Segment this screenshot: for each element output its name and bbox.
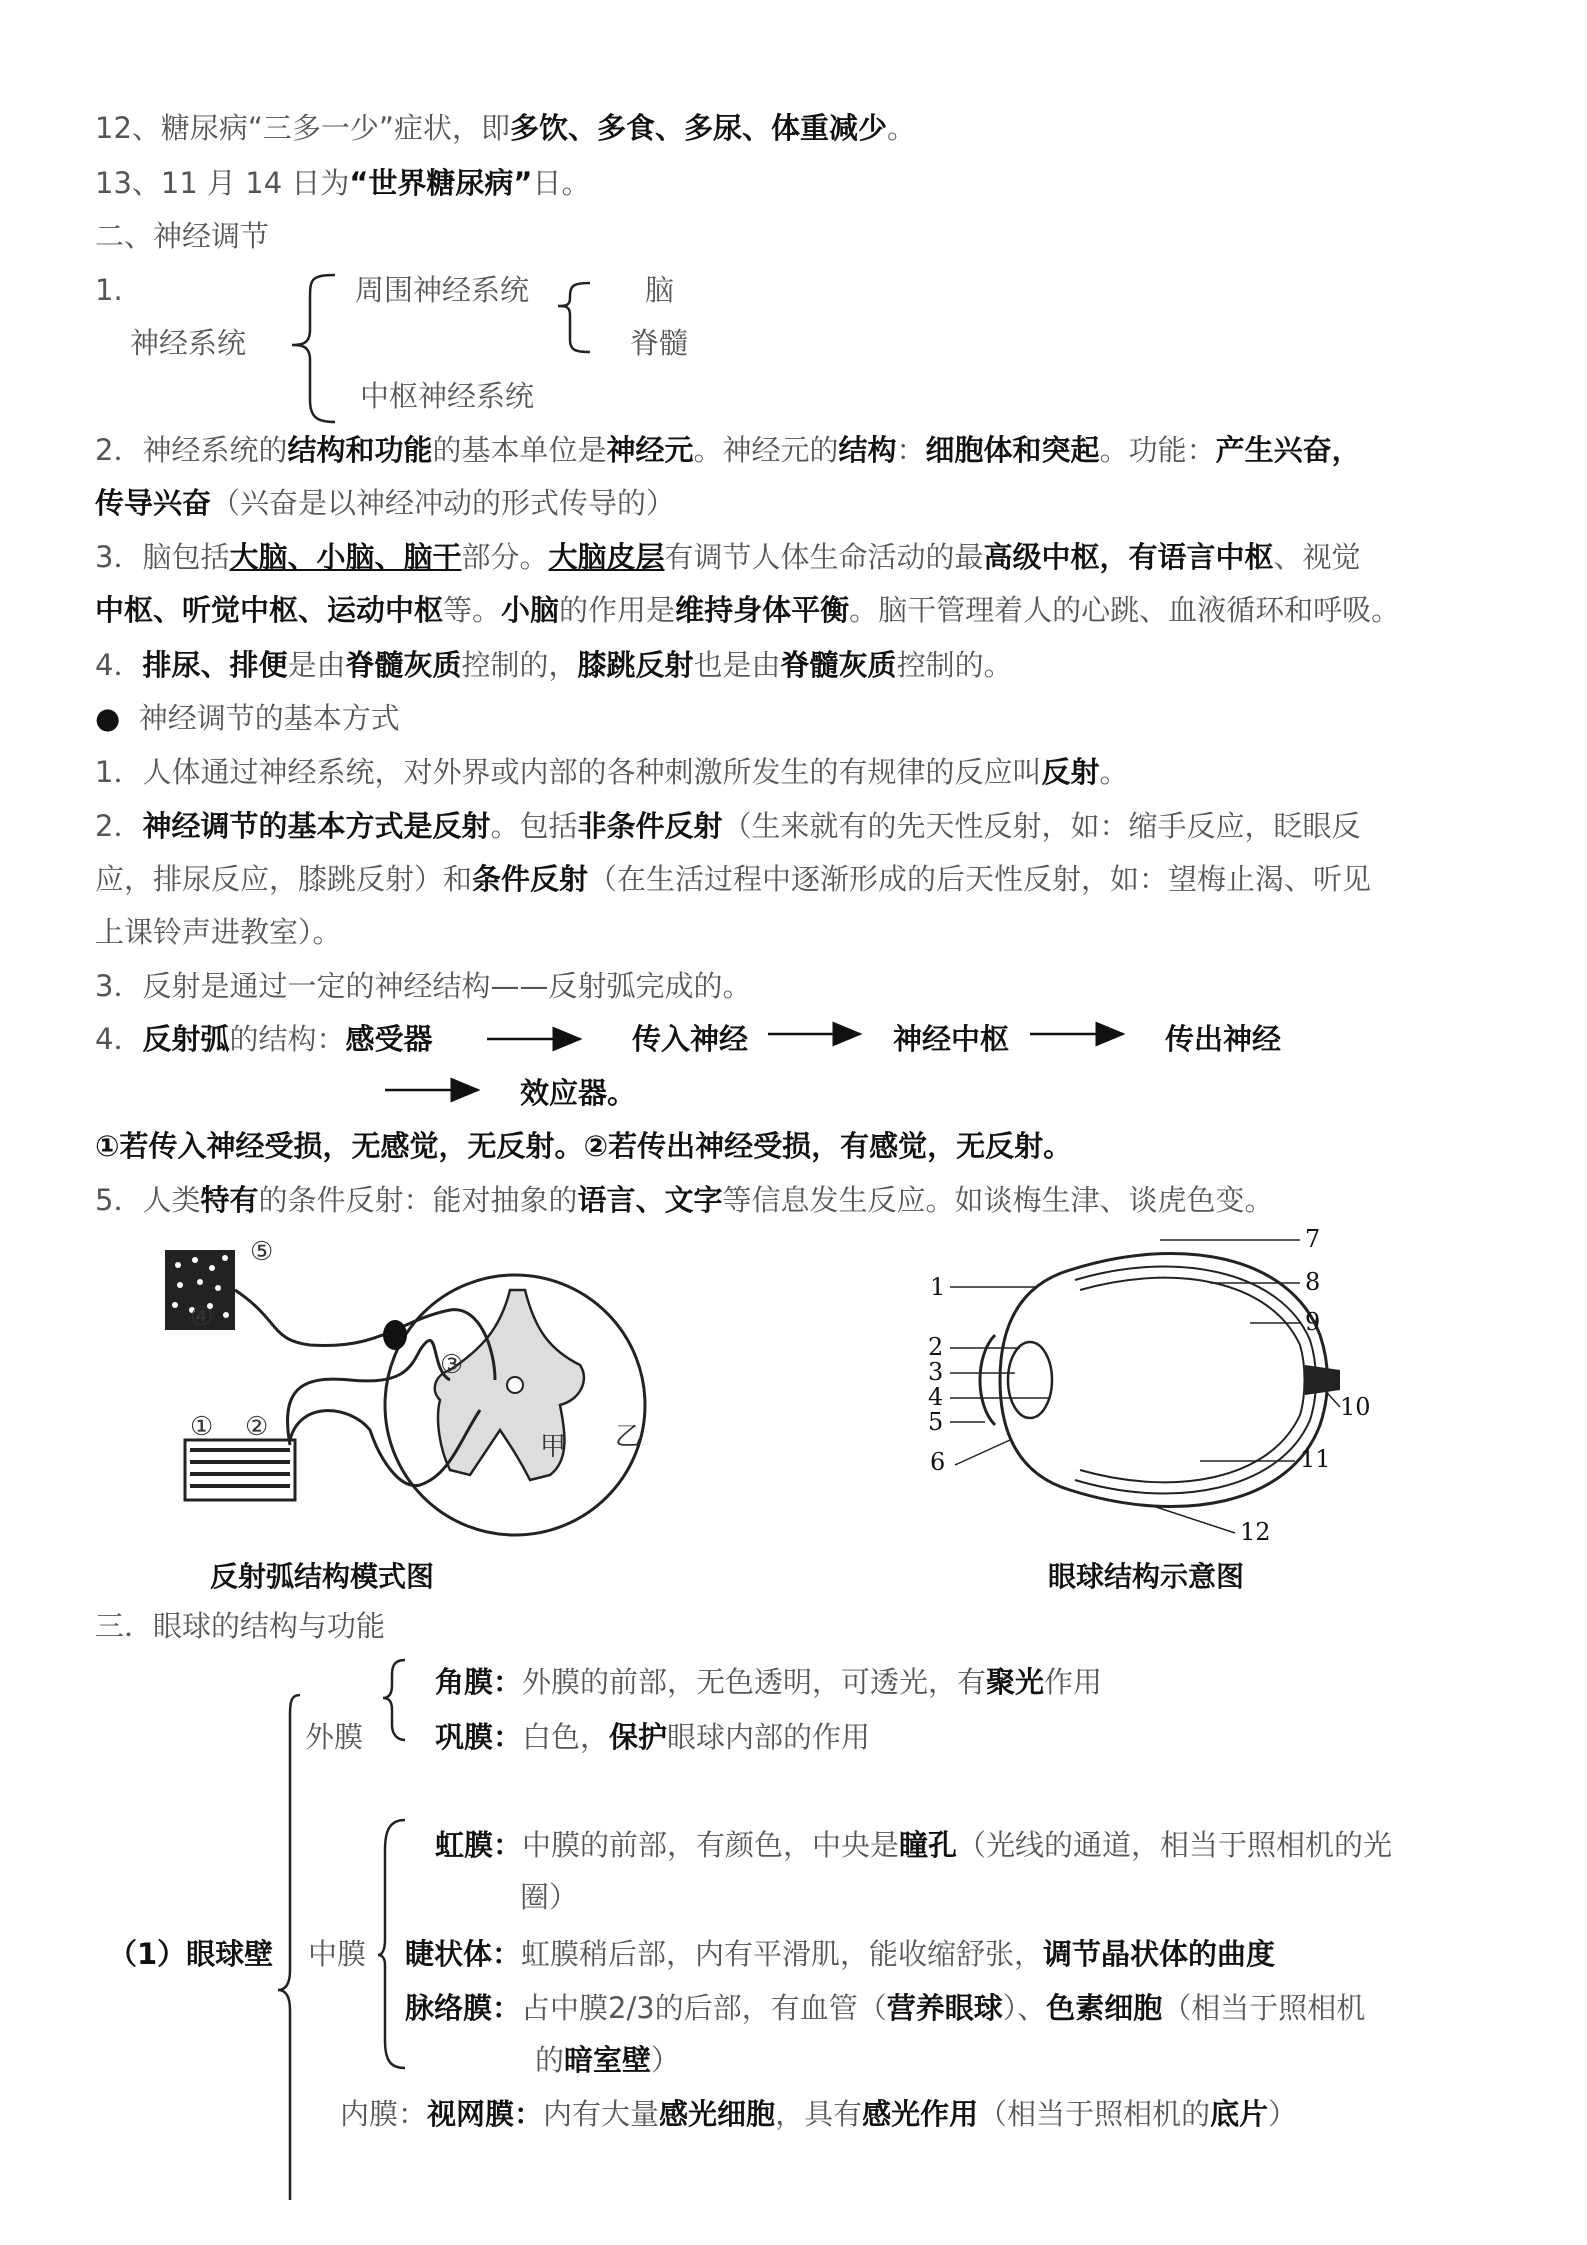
- sclera-row: 巩膜：白色，保护眼球内部的作用: [435, 1720, 871, 1754]
- svg-text:1: 1: [930, 1273, 946, 1301]
- svg-text:4: 4: [928, 1383, 944, 1411]
- reflex-3: 3．反射是通过一定的神经结构——反射弧完成的。: [95, 969, 752, 1003]
- svg-text:2: 2: [928, 1333, 944, 1361]
- bullet-heading: ● 神经调节的基本方式: [95, 701, 400, 735]
- reflex-caption: 反射弧结构模式图: [210, 1560, 435, 1593]
- reflex-2-line3: 上课铃声进教室）。: [95, 915, 342, 949]
- iris-row-2: 圈）: [520, 1880, 579, 1914]
- fig-label-1: ①: [190, 1412, 214, 1442]
- tree-braces: [0, 0, 1587, 460]
- svg-text:11: 11: [1300, 1445, 1331, 1473]
- svg-text:10: 10: [1340, 1393, 1371, 1421]
- reflex-4-note: ①若传入神经受损，无感觉，无反射。②若传出神经受损，有感觉，无反射。: [95, 1129, 1073, 1163]
- svg-text:7: 7: [1305, 1225, 1321, 1253]
- tree-brain: 脑: [645, 273, 675, 307]
- reflex-2-line2: 应，排尿反应，膝跳反射）和条件反射（在生活过程中逐渐形成的后天性反射，如：望梅止渴、听见: [95, 862, 1372, 896]
- eye-outer: [1000, 1253, 1328, 1506]
- para-2-line1: 2．神经系统的结构和功能的基本单位是神经元。神经元的结构：细胞体和突起。功能：产生兴奋，: [95, 433, 1361, 467]
- flow-afferent: 传入神经: [632, 1022, 749, 1056]
- para-2-line2: 传导兴奋（兴奋是以神经冲动的形式传导的）: [95, 486, 676, 520]
- section-title-3: 三．眼球的结构与功能: [95, 1609, 386, 1643]
- line-12: 12、糖尿病“三多一少”症状，即多饮、多食、多尿、体重减少。: [95, 111, 916, 145]
- lens: [1008, 1342, 1052, 1418]
- fig-label-2: ②: [245, 1412, 269, 1442]
- tree-central: 中枢神经系统: [360, 379, 535, 413]
- middle-layer: 中膜: [308, 1937, 367, 1971]
- retina-row: 内膜：视网膜：内有大量感光细胞，具有感光作用（相当于照相机的底片）: [340, 2097, 1298, 2131]
- reflex-arc-figure: [150, 1230, 710, 1560]
- optic-nerve: [1305, 1365, 1340, 1395]
- label-jia: 甲: [540, 1432, 567, 1462]
- label-yi: 乙: [615, 1422, 642, 1452]
- tree-root: 神经系统: [130, 326, 247, 360]
- line-13: 13、11 月 14 日为“世界糖尿病”日。: [95, 166, 591, 200]
- muscle-block: [185, 1440, 295, 1500]
- para-4: 4．排尿、排便是由脊髓灰质控制的，膝跳反射也是由脊髓灰质控制的。: [95, 648, 1013, 682]
- reflex-1: 1．人体通过神经系统，对外界或内部的各种刺激所发生的有规律的反应叫反射。: [95, 755, 1129, 789]
- flow-efferent: 传出神经: [1165, 1022, 1282, 1056]
- svg-text:8: 8: [1305, 1268, 1321, 1296]
- tree-spinal: 脊髓: [630, 326, 689, 360]
- svg-text:9: 9: [1305, 1308, 1321, 1336]
- svg-text:12: 12: [1240, 1518, 1271, 1546]
- eye-caption: 眼球结构示意图: [1048, 1560, 1245, 1593]
- choroid-row-2: 的暗室壁）: [535, 2043, 681, 2077]
- para-3-line2: 中枢、听觉中枢、运动中枢等。小脑的作用是维持身体平衡。脑干管理着人的心跳、血液循环和呼吸。: [95, 593, 1401, 627]
- fig-label-4: ④: [190, 1302, 214, 1332]
- choroid-row: 脉络膜：占中膜2/3的后部，有血管（营养眼球）、色素细胞（相当于照相机: [405, 1991, 1366, 2025]
- outer-layer: 外膜: [305, 1720, 364, 1754]
- svg-text:3: 3: [928, 1358, 944, 1386]
- para-3-line1: 3．脑包括大脑、小脑、脑干部分。大脑皮层有调节人体生命活动的最高级中枢，有语言中枢、视觉: [95, 540, 1361, 574]
- eyewall-root: （1）眼球壁: [108, 1937, 274, 1971]
- svg-text:5: 5: [928, 1408, 944, 1436]
- reflex-5: 5．人类特有的条件反射：能对抽象的语言、文字等信息发生反应。如谈梅生津、谈虎色变。: [95, 1183, 1274, 1217]
- reflex-4-lead: 4．反射弧的结构：感受器: [95, 1022, 433, 1056]
- tree-peripheral: 周围神经系统: [355, 273, 530, 307]
- cornea-row: 角膜：外膜的前部，无色透明，可透光，有聚光作用: [435, 1665, 1103, 1699]
- flow-arrows: [0, 1000, 1587, 1120]
- fig-label-5: ⑤: [250, 1237, 274, 1267]
- reflex-2-line1: 2．神经调节的基本方式是反射。包括非条件反射（生来就有的先天性反射，如：缩手反应，眨眼反: [95, 809, 1361, 843]
- fig-label-3: ③: [440, 1350, 464, 1380]
- eye-figure: [920, 1225, 1440, 1555]
- flow-effector: 效应器。: [520, 1076, 637, 1110]
- tree-number: 1.: [95, 273, 123, 307]
- ciliary-row: 睫状体：虹膜稍后部，内有平滑肌，能收缩舒张，调节晶状体的曲度: [405, 1937, 1276, 1971]
- iris-row: 虹膜：中膜的前部，有颜色，中央是瞳孔（光线的通道，相当于照相机的光: [435, 1828, 1393, 1862]
- flow-center: 神经中枢: [893, 1022, 1010, 1056]
- svg-text:6: 6: [930, 1448, 946, 1476]
- section-title-2: 二、神经调节: [95, 219, 270, 253]
